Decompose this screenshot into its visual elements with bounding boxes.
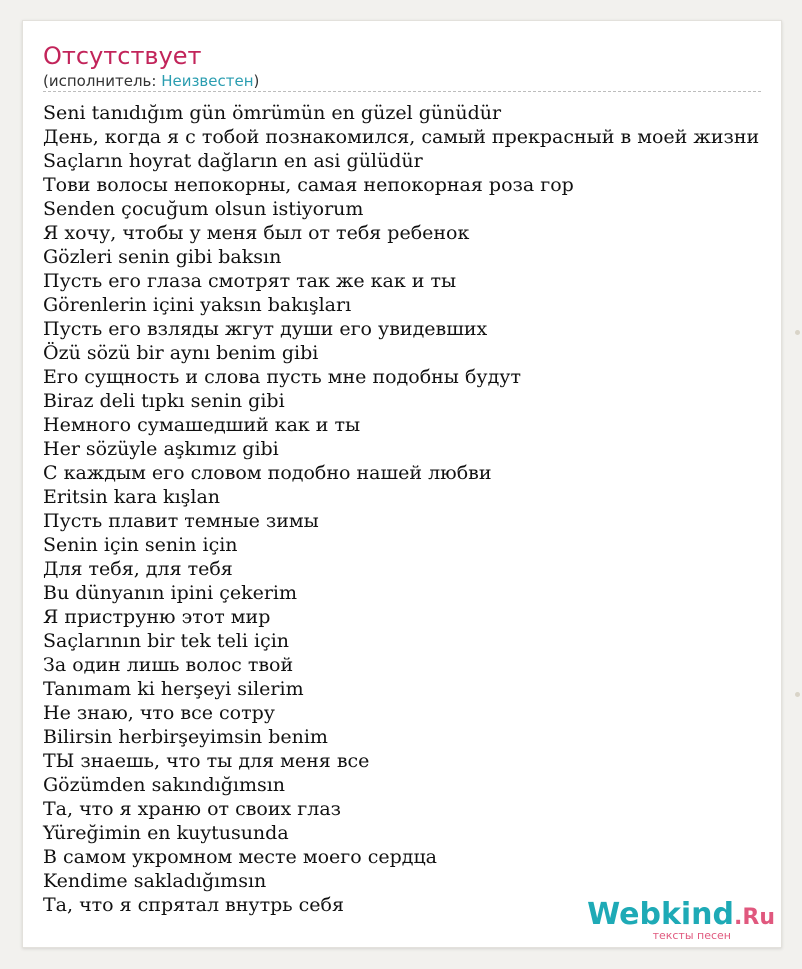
logo-tagline: тексты песен — [652, 929, 731, 942]
lyric-line: Я хочу, чтобы у меня был от тебя ребенок — [43, 222, 470, 244]
lyric-line: Eritsin kara kışlan — [43, 486, 221, 508]
artist-line — [43, 72, 259, 90]
lyric-line: Kendime sakladığımsın — [43, 870, 267, 892]
artist-link[interactable]: Неизвестен — [161, 72, 254, 90]
lyrics-card — [22, 20, 782, 948]
lyric-line: Тови волосы непокорны, самая непокорная роза гор — [43, 174, 574, 196]
lyric-line: Yüreğimin en kuytusunda — [43, 822, 289, 844]
logo-name: Webkind — [587, 897, 735, 932]
lyric-line: Seni tanıdığım gün ömrümün en güzel günüdür — [43, 102, 502, 124]
lyric-line: Biraz deli tıpkı senin gibi — [43, 390, 285, 412]
artist-suffix: ) — [253, 72, 260, 90]
lyric-line: Пусть его взляды жгут души его увидевших — [43, 318, 488, 340]
lyric-line: Senden çocuğum olsun istiyorum — [43, 198, 364, 220]
lyric-line: Gözleri senin gibi baksın — [43, 246, 282, 268]
lyric-line: Пусть плавит темные зимы — [43, 510, 319, 532]
edge-mark — [795, 692, 800, 697]
lyric-line: Tanımam ki herşeyi silerim — [43, 678, 304, 700]
lyric-line: Его сущность и слова пусть мне подобны будут — [43, 366, 521, 388]
lyric-line: День, когда я с тобой познакомился, самый прекрасный в моей жизни — [43, 126, 760, 148]
lyric-line: Та, что я храню от своих глаз — [43, 798, 342, 820]
site-logo[interactable] — [587, 899, 775, 941]
lyric-line: Bu dünyanın ipini çekerim — [43, 582, 298, 604]
lyric-line: С каждым его словом подобно нашей любви — [43, 462, 492, 484]
lyric-line: Пусть его глаза смотрят так же как и ты — [43, 270, 457, 292]
lyric-line: Senin için senin için — [43, 534, 238, 556]
song-title: Отсутствует — [43, 42, 202, 70]
lyric-line: Saçların hoyrat dağların en asi gülüdür — [43, 150, 423, 172]
logo-tld: .Ru — [734, 905, 775, 930]
lyric-line: Та, что я спрятал внутрь себя — [43, 894, 344, 916]
dashed-divider — [43, 91, 761, 92]
lyric-line: В самом укромном месте моего сердца — [43, 846, 438, 868]
lyric-line: Для тебя, для тебя — [43, 558, 233, 580]
lyric-line: Özü sözü bir aynı benim gibi — [43, 342, 319, 364]
lyric-line: Saçlarının bir tek teli için — [43, 630, 290, 652]
lyric-line: Bilirsin herbirşeyimsin benim — [43, 726, 328, 748]
lyric-line: Görenlerin içini yaksın bakışları — [43, 294, 352, 316]
lyrics-text — [43, 101, 759, 917]
lyric-line: ТЫ знаешь, что ты для меня все — [43, 750, 370, 772]
artist-prefix: (исполнитель: — [43, 72, 162, 90]
lyric-line: Не знаю, что все сотру — [43, 702, 275, 724]
lyric-line: Gözümden sakındığımsın — [43, 774, 286, 796]
lyric-line: Я приструню этот мир — [43, 606, 271, 628]
lyric-line: Her sözüyle aşkımız gibi — [43, 438, 279, 460]
edge-mark — [795, 330, 800, 335]
lyric-line: За один лишь волос твой — [43, 654, 294, 676]
lyric-line: Немного сумашедший как и ты — [43, 414, 361, 436]
